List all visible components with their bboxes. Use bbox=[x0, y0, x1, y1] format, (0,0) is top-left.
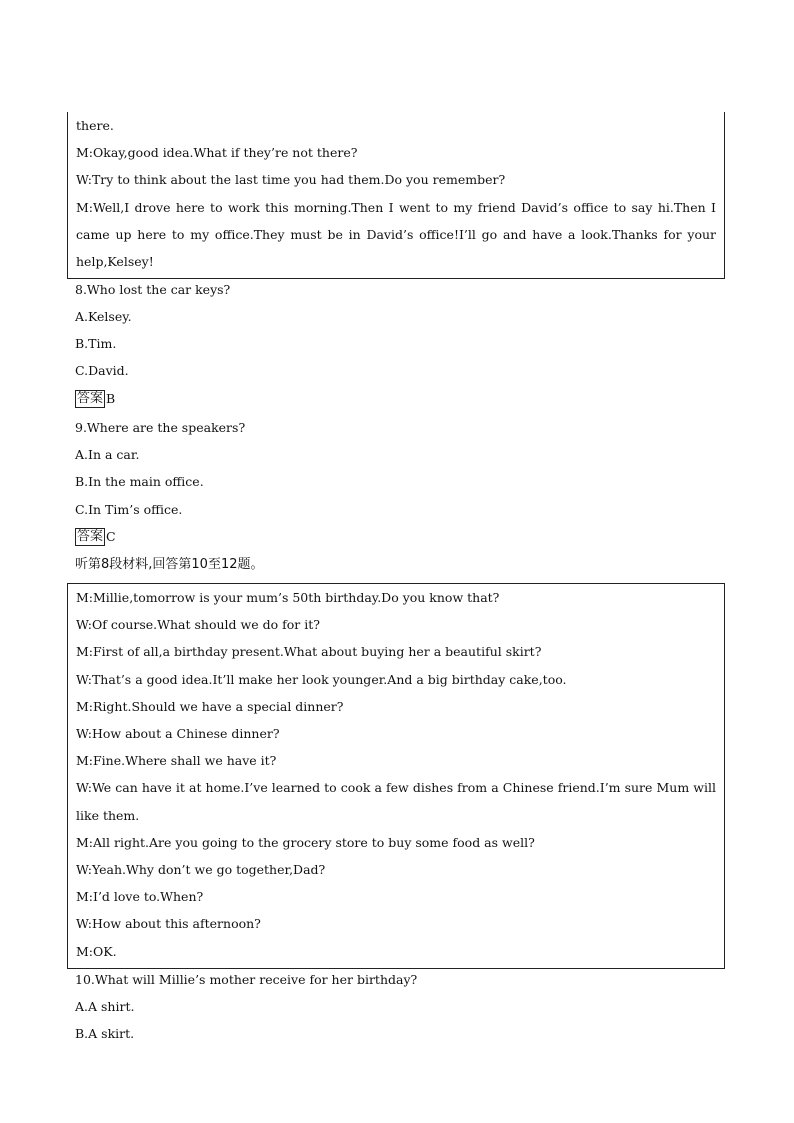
dialogue-line: there. bbox=[76, 118, 114, 133]
answer-value: C bbox=[106, 529, 116, 544]
answer-label: 答案 bbox=[77, 390, 104, 406]
q8-option-b: B.Tim. bbox=[75, 336, 117, 351]
question-9-text: 9.Where are the speakers? bbox=[75, 420, 246, 435]
dialogue-line: M:Millie,tomorrow is your mum’s 50th birthday.Do you know that? bbox=[76, 590, 500, 605]
q10-option-b: B.A skirt. bbox=[75, 1026, 135, 1041]
q9-option-a: A.In a car. bbox=[75, 447, 140, 462]
section-heading: 听第8段材料,回答第10至12题。 bbox=[75, 557, 264, 572]
dialogue-line: W:How about a Chinese dinner? bbox=[76, 726, 280, 742]
dialogue-line: W:That’s a good idea.It’ll make her look younger.And a big birthday cake,too. bbox=[76, 671, 567, 687]
dialogue-box-1 bbox=[67, 112, 725, 279]
q9-option-c: C.In Tim’s office. bbox=[75, 502, 183, 517]
question-10-text: 10.What will Millie’s mother receive for her birthday? bbox=[75, 972, 418, 987]
q9-answer bbox=[75, 523, 116, 550]
dialogue-line: W:Of course.What should we do for it? bbox=[76, 617, 320, 633]
dialogue-box-2 bbox=[67, 583, 725, 969]
dialogue-line: W:How about this afternoon? bbox=[76, 916, 261, 932]
q8-option-c: C.David. bbox=[75, 363, 129, 378]
dialogue-line: M:OK. bbox=[76, 943, 117, 959]
q8-option-a: A.Kelsey. bbox=[75, 309, 132, 324]
dialogue-line: M:Right.Should we have a special dinner? bbox=[76, 698, 344, 714]
dialogue-line: W:Try to think about the last time you had them.Do you remember? bbox=[76, 172, 506, 188]
answer-label: 答案 bbox=[77, 528, 104, 544]
dialogue-line: M:All right.Are you going to the grocery store to buy some food as well? bbox=[76, 834, 535, 850]
dialogue-line: W:Yeah.Why don’t we go together,Dad? bbox=[76, 862, 326, 878]
dialogue-line: M:I’d love to.When? bbox=[76, 889, 204, 905]
dialogue-line: M:Okay,good idea.What if they’re not there? bbox=[76, 145, 358, 161]
q10-option-a: A.A shirt. bbox=[75, 999, 135, 1014]
dialogue-line: W:We can have it at home.I’ve learned to cook a few dishes from a Chinese friend.I’m sure Mum will like them. bbox=[76, 780, 716, 823]
dialogue-line: M:First of all,a birthday present.What about buying her a beautiful skirt? bbox=[76, 644, 542, 660]
dialogue-line: M:Well,I drove here to work this morning.Then I went to my friend David’s office to say hi.Then I came up here to my office.They must be in David’s office!I’ll go and have a look.Thanks for your help,Kelsey! bbox=[76, 199, 716, 270]
answer-value: B bbox=[106, 391, 116, 406]
q9-option-b: B.In the main office. bbox=[75, 474, 204, 489]
q8-answer bbox=[75, 385, 115, 412]
dialogue-line: M:Fine.Where shall we have it? bbox=[76, 753, 277, 769]
question-8-text: 8.Who lost the car keys? bbox=[75, 282, 231, 297]
